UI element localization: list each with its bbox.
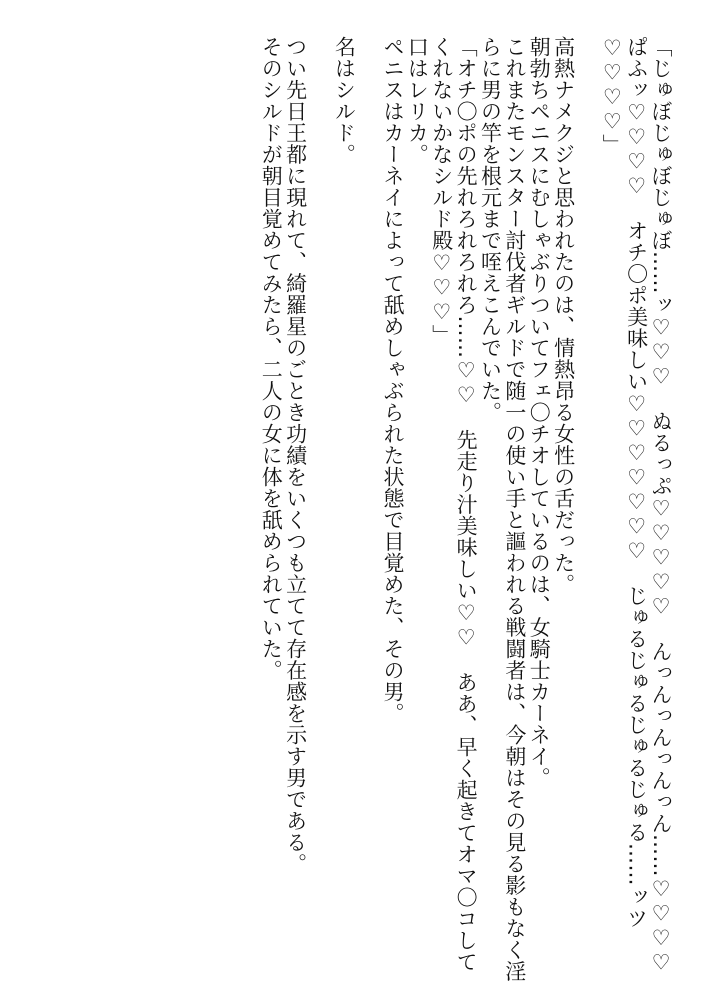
narration-paragraph: これまたモンスター討伐者ギルドで随一の使い手と謳われる戦闘者は、今朝はその見る影もなく淫らに男の竿を根元まで咥えこんでいた。 xyxy=(478,36,527,982)
narration-paragraph: 名はシルド。 xyxy=(332,36,357,165)
blank-line xyxy=(576,36,600,986)
blank-line xyxy=(308,36,332,986)
narration-paragraph: 口はレリカ。 xyxy=(405,36,430,165)
narration-paragraph: つい先日王都に現れて、綺羅星のごとき功績をいくつも立てて存在感を示す男である。 xyxy=(283,36,308,875)
narration-paragraph: 高熱ナメクジと思われたのは、情熱昂る女性の舌だった。 xyxy=(551,36,576,595)
dialogue-paragraph: 「オチ〇ポの先れろれろれろ……♡♡ 先走り汁美味しい♡♡ ああ、早く起きてオマ〇コしてくれないかなシルド殿♡♡♡」 xyxy=(429,36,479,973)
narration-paragraph: そのシルドが朝目覚めてみたら、二人の女に体を舐められていた。 xyxy=(259,36,284,681)
blank-line xyxy=(356,36,380,986)
narration-paragraph: 朝勃ちペニスにむしゃぶりついてフェ〇チオしているのは、女騎士カーネイ。 xyxy=(527,36,552,789)
narration-paragraph: ペニスはカーネイによって舐めしゃぶられた状態で目覚めた、その男。 xyxy=(381,36,406,724)
vertical-text-body xyxy=(23,36,673,997)
dialogue-paragraph: 「じゅぼじゅぼじゅぼ……ッ♡♡♡ ぬるっぷ♡♡♡♡♡ んっんっんっんっん……♡♡♡♡ ぱふッ♡♡♡♡ オチ〇ポ美味しい♡♡♡♡♡♡♡ じゅるじゅるじゅるじゅる……ッツ♡♡♡♡」 xyxy=(600,36,673,997)
